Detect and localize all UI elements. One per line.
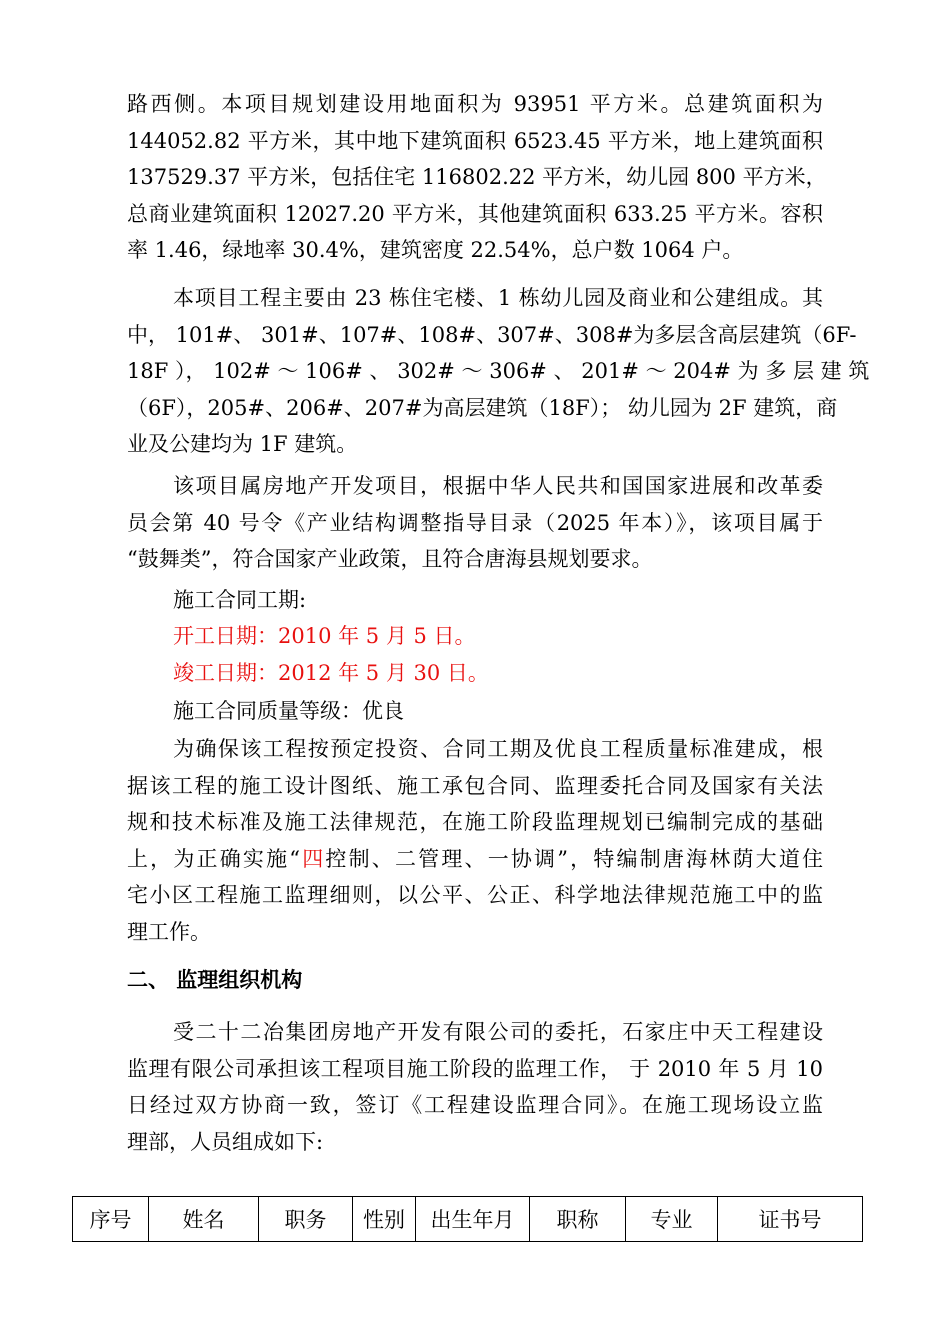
text-line: 日经过双方协商一致，签订《工程建设监理合同》。在施工现场设立监 <box>127 1093 823 1118</box>
completion-date: 竣工日期：2012 年 5 月 30 日。 <box>173 661 489 685</box>
text-line: 规和技术标准及施工法律规范，在施工阶段监理规划已编制完成的基础 <box>127 810 823 835</box>
text-line: 该项目属房地产开发项目，根据中华人民共和国国家进展和改革委 <box>173 474 823 498</box>
text-line: 本项目工程主要由 23 栋住宅楼、1 栋幼儿园及商业和公建组成。其 <box>173 286 823 310</box>
text-line: 137529.37 平方米，包括住宅 116802.22 平方米，幼儿园 800 平方米， <box>127 165 827 190</box>
text-line: 理部，人员组成如下: <box>127 1129 324 1154</box>
table-header-cell: 性别 <box>353 1197 416 1242</box>
text-line: 率 1.46，绿地率 30.4%，建筑密度 22.54%，总户数 1064 户。 <box>127 238 744 263</box>
paragraph-site-area <box>127 86 827 269</box>
text-line: 宅小区工程施工监理细则，以公平、公正、科学地法律规范施工中的监 <box>127 883 823 908</box>
text-line: 总商业建筑面积 12027.20 平方米，其他建筑面积 633.25 平方米。容积 <box>127 201 823 226</box>
text-line-highlight <box>127 841 823 878</box>
start-date: 开工日期：2010 年 5 月 5 日。 <box>173 624 476 648</box>
table-header-cell: 出生年月 <box>416 1197 530 1242</box>
highlight-red-text: 四 <box>300 846 326 871</box>
section-heading: 二、 监理组织机构 <box>127 968 303 992</box>
text-line: “鼓舞类”，符合国家产业政策，且符合唐海县规划要求。 <box>127 547 653 572</box>
text-line: 监理有限公司承担该工程项目施工阶段的监理工作， 于 2010 年 5 月 10 <box>127 1056 823 1081</box>
table-header-cell: 序号 <box>73 1197 149 1242</box>
paragraph-supervision-contract <box>127 1014 823 1160</box>
quality-grade: 施工合同质量等级：优良 <box>173 699 404 723</box>
text-line: 路西侧。本项目规划建设用地面积为 93951 平方米。总建筑面积为 <box>127 92 823 116</box>
text-line: 中， 101#、 301#、107#、108#、307#、308#为多层含高层建筑（6F- <box>127 322 857 347</box>
staff-table <box>72 1196 863 1242</box>
text-line: （6F），205#、206#、207#为高层建筑（18F）； 幼儿园为 2F 建筑，商 <box>127 395 838 420</box>
paragraph-purpose <box>127 731 823 951</box>
text-line: 为确保该工程按预定投资、合同工期及优良工程质量标准建成，根 <box>173 737 823 761</box>
text-line: 18F ）， 102# ～ 106# 、 302# ～ 306# 、 201# ～ 204# 为 多 层 建 筑 <box>127 359 870 384</box>
table-header-cell: 证书号 <box>718 1197 863 1242</box>
paragraph-building-composition <box>127 280 870 463</box>
table-header-cell: 职务 <box>259 1197 353 1242</box>
table-header-cell: 专业 <box>626 1197 718 1242</box>
contract-period-label: 施工合同工期: <box>173 588 307 612</box>
text-line: 144052.82 平方米，其中地下建筑面积 6523.45 平方米，地上建筑面积 <box>127 128 823 153</box>
text-segment: 控制、二管理、一协调”，特编制唐海林荫大道住 <box>325 846 824 871</box>
text-line: 业及公建均为 1F 建筑。 <box>127 432 358 457</box>
table-header-cell: 姓名 <box>149 1197 259 1242</box>
table-header-cell: 职称 <box>530 1197 626 1242</box>
text-line: 受二十二冶集团房地产开发有限公司的委托，石家庄中天工程建设 <box>173 1020 823 1044</box>
text-segment: 上，为正确实施“ <box>127 846 301 871</box>
text-line: 据该工程的施工设计图纸、施工承包合同、监理委托合同及国家有关法 <box>127 773 823 798</box>
paragraph-industry-policy <box>127 468 823 578</box>
text-line: 员会第 40 号令《产业结构调整指导目录（2025 年本）》，该项目属于 <box>127 510 823 535</box>
text-line: 理工作。 <box>127 919 211 944</box>
table-header-row <box>73 1197 863 1242</box>
